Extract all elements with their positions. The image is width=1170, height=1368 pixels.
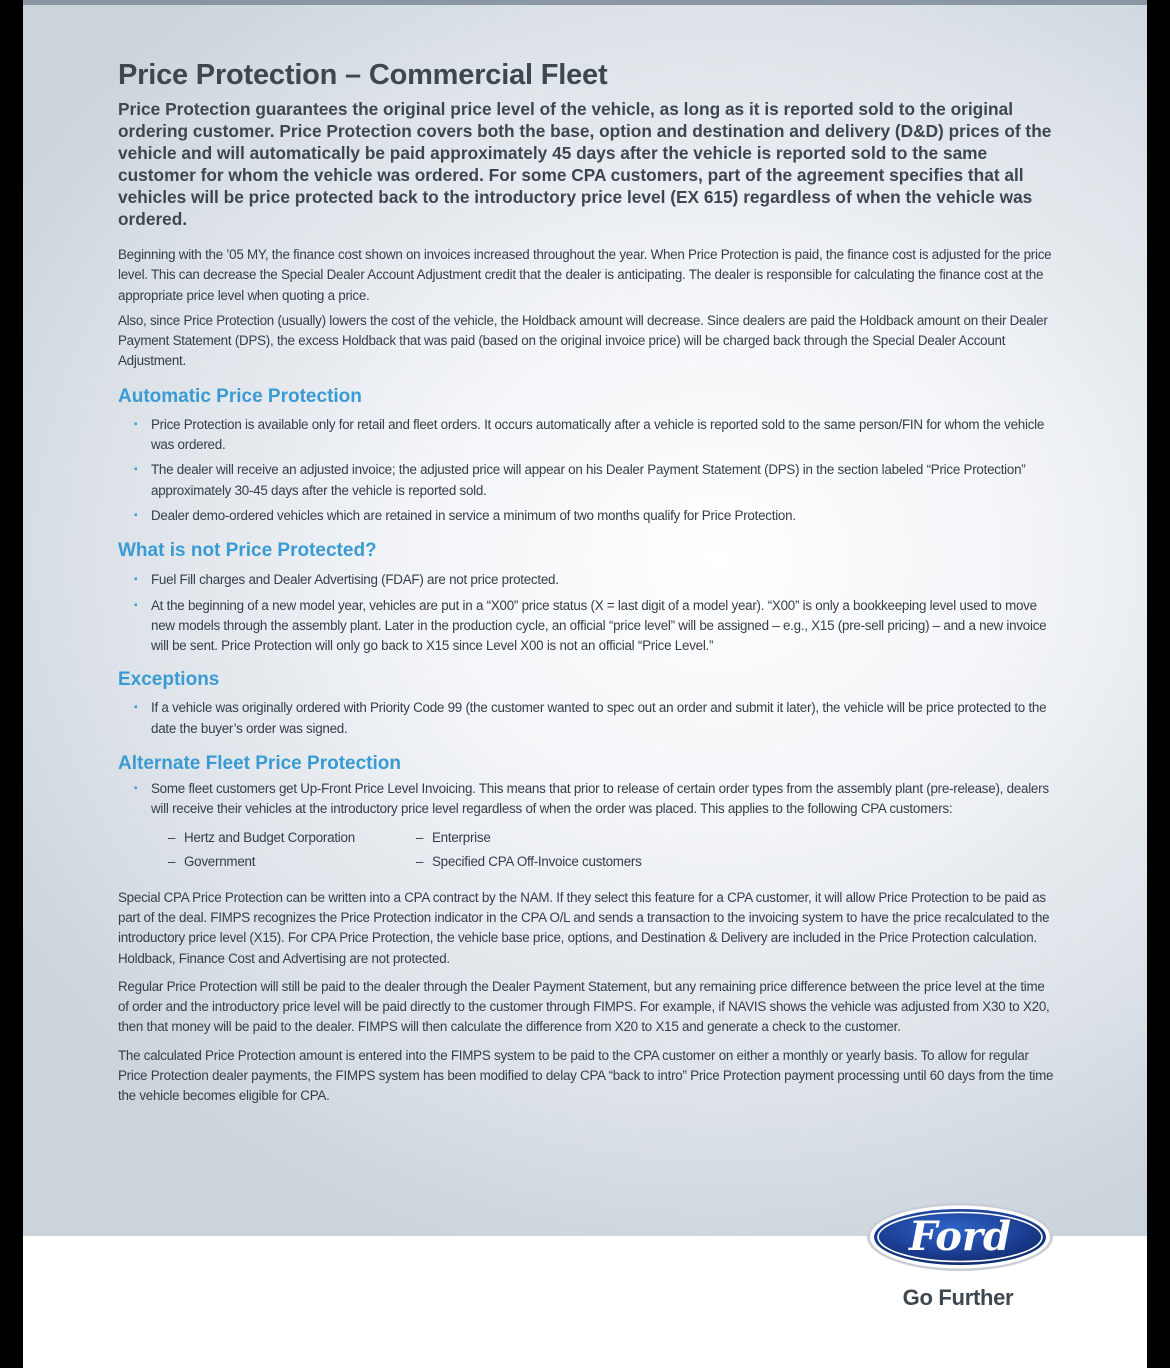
- exceptions-bullet-list: [118, 698, 1058, 739]
- automatic-bullet-list: [118, 415, 1058, 526]
- bullet-icon: ▪: [134, 509, 138, 521]
- cpa-customer-list: [168, 826, 1058, 874]
- list-item: ▪ If a vehicle was originally ordered with Priority Code 99 (the customer wanted to spec out an order and submit it later), the vehicle will be price protected to the date the buyer’s order was signed.: [134, 700, 1047, 736]
- section-heading-exceptions: Exceptions: [118, 669, 220, 691]
- body-paragraph-holdback: Also, since Price Protection (usually) lowers the cost of the vehicle, the Holdback amount will decrease. Since dealers are paid the Holdback amount on their Dealer Payment Statement (DPS), the excess Holdback that was paid (based on the original invoice price) will be charged back through the Special Dealer Account Adjustment.: [118, 312, 1048, 369]
- cpa-customer-item: – Government: [168, 853, 256, 869]
- body-paragraph-fimps-calculation: The calculated Price Protection amount is entered into the FIMPS system to be paid to the CPA customer on either a monthly or yearly basis. To allow for regular Price Protection dealer payments, the FIMPS system has been modified to delay CPA “back to intro” Price Protection payment processing until 60 days from the time the vehicle becomes eligible for CPA.: [118, 1047, 1054, 1104]
- section-heading-automatic: Automatic Price Protection: [118, 385, 362, 407]
- list-item: ▪ At the beginning of a new model year, vehicles are put in a “X00” price status (X = last digit of a model year). “X00” is only a bookkeeping level used to move new models through the assembly plant. Later in the production cycle, an official “price level” will be assigned – e.g., X15 (pre-sell pricing) – and a new invoice will be sent. Price Protection will only go back to X15 since Level X00 is not an official “Price Level.”: [134, 597, 1047, 654]
- svg-text:Ford: Ford: [909, 1213, 1011, 1260]
- cpa-customer-column-left: [168, 826, 416, 874]
- bullet-icon: ▪: [134, 702, 138, 714]
- bullet-icon: ▪: [134, 599, 138, 611]
- body-paragraph-regular-price-protection: Regular Price Protection will still be paid to the dealer through the Dealer Payment Statement, but any remaining price difference between the price level at the time of order and the introductory price level will be paid directly to the customer through FIMPS. For example, if NAVIS shows the vehicle was adjusted from X30 to X20, then that money will be paid to the dealer. FIMPS will then calculate the difference from X20 to X15 and generate a check to the customer.: [118, 978, 1050, 1035]
- ford-oval-icon: [865, 1201, 1055, 1273]
- cpa-customer-column-right: [416, 826, 716, 874]
- section-heading-not-protected: What is not Price Protected?: [118, 540, 377, 562]
- bullet-icon: ▪: [134, 574, 138, 586]
- section-heading-alternate-fleet: Alternate Fleet Price Protection: [118, 753, 401, 775]
- list-item: ▪ Fuel Fill charges and Dealer Advertising (FDAF) are not price protected.: [151, 570, 1058, 590]
- page-title: Price Protection – Commercial Fleet: [118, 59, 608, 91]
- bullet-icon: ▪: [134, 783, 138, 795]
- body-paragraph-special-cpa: Special CPA Price Protection can be written into a CPA contract by the NAM. If they select this feature for a CPA customer, it will allow Price Protection to be paid as part of the deal. FIMPS recognizes the Price Protection indicator in the CPA O/L and sends a transaction to the invoicing system to have the price recalculated to the introductory price level (X15). For CPA Price Protection, the vehicle base price, options, and Destination & Delivery are included in the Price Protection calculation. Holdback, Finance Cost and Advertising are not protected.: [118, 889, 1050, 966]
- ford-logo: [865, 1201, 1055, 1273]
- document-page: [23, 0, 1147, 1368]
- bullet-icon: ▪: [134, 464, 138, 476]
- cpa-customer-item: – Hertz and Budget Corporation: [168, 829, 355, 845]
- document-content: [118, 57, 1058, 1107]
- cpa-customer-item: – Specified CPA Off-Invoice customers: [416, 853, 642, 869]
- intro-paragraph: Price Protection guarantees the original price level of the vehicle, as long as it is reported sold to the original ordering customer. Price Protection covers both the base, option and destination and delivery (D&D) prices of the vehicle and will automatically be paid approximately 45 days after the vehicle is reported sold to the same customer for whom the vehicle was ordered. For some CPA customers, part of the agreement specifies that all vehicles will be price protected back to the introductory price level (EX 615) regardless of when the vehicle was ordered.: [118, 99, 1052, 229]
- not-protected-bullet-list: [118, 570, 1058, 656]
- tagline: Go Further: [902, 1285, 1014, 1310]
- body-paragraph-finance-cost: Beginning with the ’05 MY, the finance cost shown on invoices increased throughout the year. When Price Protection is paid, the finance cost is adjusted for the price level. This can decrease the Special Dealer Account Adjustment credit that the dealer is anticipating. The dealer is responsible for calculating the finance cost at the appropriate price level when quoting a price.: [118, 247, 1052, 303]
- cpa-customer-item: – Enterprise: [416, 829, 491, 845]
- list-item: ▪ Dealer demo-ordered vehicles which are retained in service a minimum of two months qualify for Price Protection.: [151, 506, 1058, 526]
- bullet-icon: ▪: [134, 418, 138, 430]
- list-item: ▪ Some fleet customers get Up-Front Price Level Invoicing. This means that prior to release of certain order types from the assembly plant (pre-release), dealers will receive their vehicles at the introductory price level regardless of when the order was placed. This applies to the following CPA customers: – Hertz and Budget Corporation – Government – Enterprise – Specified CPA Off-Invoice customers: [151, 779, 1058, 874]
- list-item: ▪ Price Protection is available only for retail and fleet orders. It occurs automatically after a vehicle is reported sold to the same person/FIN for whom the vehicle was ordered.: [134, 416, 1045, 453]
- list-item: ▪ The dealer will receive an adjusted invoice; the adjusted price will appear on his Dealer Payment Statement (DPS) in the section labeled “Price Protection” approximately 30-45 days after the vehicle is reported sold.: [134, 462, 1026, 498]
- alternate-fleet-bullet-list: [118, 779, 1058, 874]
